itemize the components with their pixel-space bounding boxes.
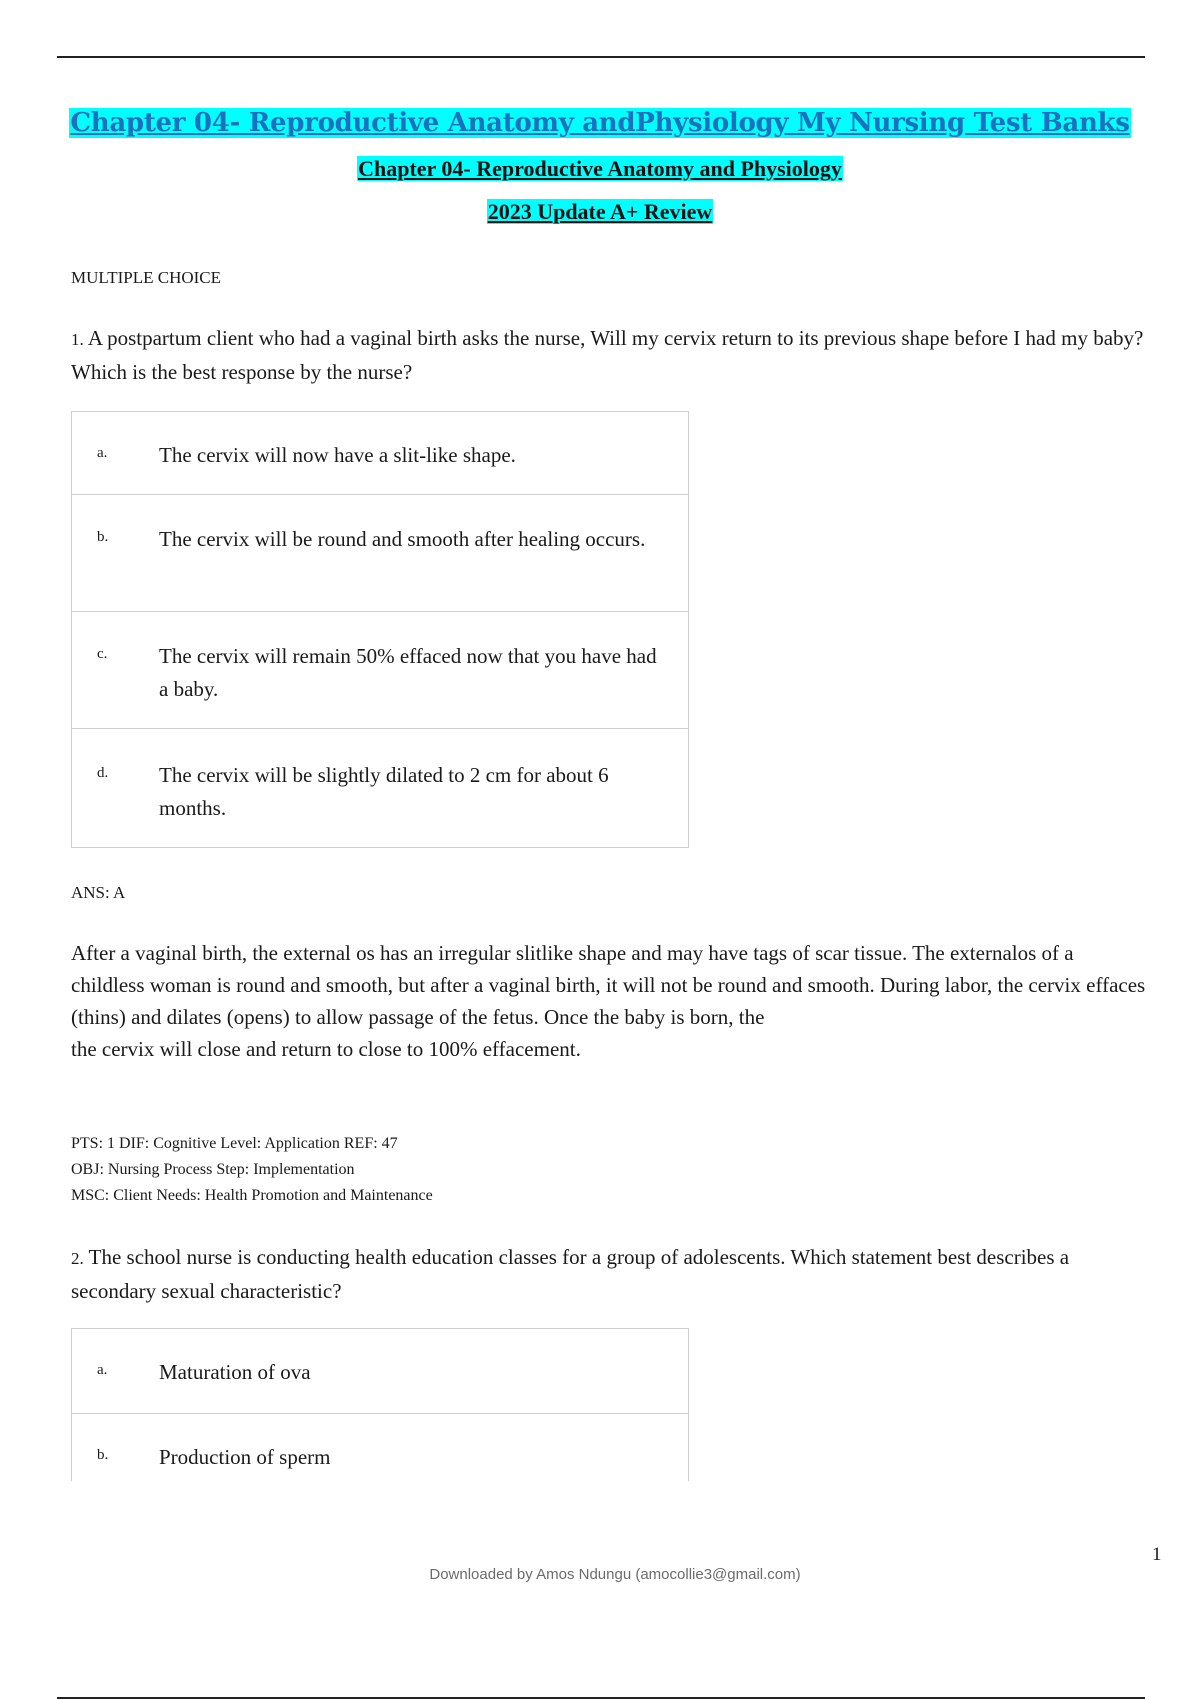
question-number: 1. (71, 330, 84, 349)
update-banner-text: 2023 Update A+ Review (487, 199, 713, 224)
chapter-subtitle (0, 156, 1200, 182)
page-number: 1 (1152, 1544, 1162, 1565)
choice-letter: b. (97, 1447, 109, 1463)
top-rule (57, 56, 1145, 58)
choice-row (72, 412, 688, 495)
chapter-subtitle-text: Chapter 04- Reproductive Anatomy and Physiology (358, 156, 842, 181)
section-label: MULTIPLE CHOICE (71, 268, 222, 287)
choice-text: Maturation of ova (159, 1360, 311, 1384)
rationale-paragraph: After a vaginal birth, the external os has an irregular slitlike shape and may have tags of scar tissue. The externalos of a childless woman is round and smooth, but after a vaginal birth, it will not be round and smooth. During labor, the cervix effaces (thins) and dilates (opens) to allow passage of the fetus. Once the baby is born, the (71, 941, 1146, 1029)
answer-choices-table (71, 1328, 689, 1481)
choice-row (72, 1414, 688, 1481)
choice-letter: a. (97, 445, 108, 461)
answer-choices-table (71, 411, 689, 848)
choice-letter: b. (97, 529, 109, 545)
question-number: 2. (71, 1249, 84, 1268)
choice-text: The cervix will be round and smooth after healing occurs. (159, 527, 646, 551)
choice-row (72, 1329, 688, 1414)
question-text: The school nurse is conducting health education classes for a group of adolescents. Which statement best describes a secondary sexual characteristic? (71, 1245, 1070, 1303)
download-credit: Downloaded by Amos Ndungu (amocollie3@gmail.com) (429, 1566, 801, 1583)
update-banner (0, 199, 1200, 225)
rationale (71, 937, 1151, 1065)
question-2 (71, 1241, 1151, 1308)
choice-letter: d. (97, 765, 109, 781)
choice-text: The cervix will be slightly dilated to 2 cm for about 6 months. (159, 763, 609, 820)
bottom-rule (57, 1697, 1145, 1699)
answer-key: ANS: A (71, 883, 126, 902)
question-metadata (71, 1131, 433, 1209)
document-title-link[interactable]: Chapter 04- Reproductive Anatomy andPhysiology My Nursing Test Banks (70, 108, 1130, 138)
choice-text: The cervix will now have a slit-like shape. (159, 443, 516, 467)
choice-row (72, 729, 688, 847)
question-text: A postpartum client who had a vaginal birth asks the nurse, Will my cervix return to its previous shape before I had my baby? Which is the best response by the nurse? (71, 326, 1144, 384)
rationale-paragraph: the cervix will close and return to close to 100% effacement. (71, 1037, 581, 1061)
choice-letter: a. (97, 1362, 108, 1378)
meta-line: OBJ: Nursing Process Step: Implementation (71, 1161, 355, 1178)
meta-line: MSC: Client Needs: Health Promotion and Maintenance (71, 1187, 433, 1204)
choice-text: Production of sperm (159, 1445, 331, 1469)
choice-row (72, 612, 688, 729)
choice-row (72, 495, 688, 612)
choice-text: The cervix will remain 50% effaced now that you have had a baby. (159, 644, 657, 701)
choice-letter: c. (97, 646, 108, 662)
meta-line: PTS: 1 DIF: Cognitive Level: Application REF: 47 (71, 1135, 398, 1152)
document-title[interactable] (0, 108, 1200, 138)
question-1 (71, 322, 1151, 389)
